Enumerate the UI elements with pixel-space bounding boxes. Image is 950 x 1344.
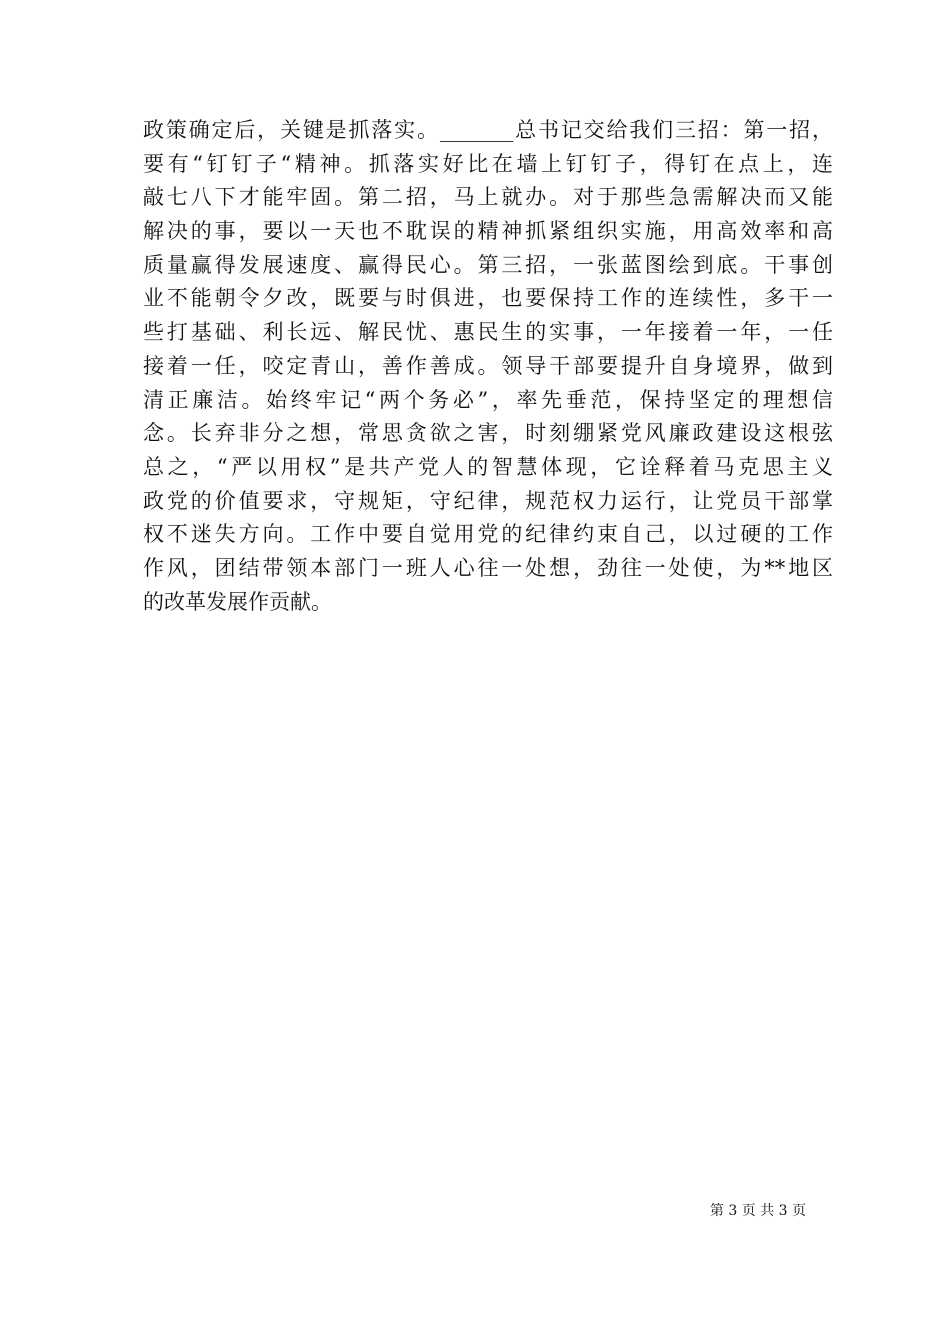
text-line: 解决的事，要以一天也不耽误的精神抓紧组织实施，用高效率和高 (143, 219, 833, 244)
text-line: 要有“钉钉子“精神。抓落实好比在墙上钉钉子，得钉在点上，连 (143, 151, 833, 176)
text-line: 政策确定后，关键是抓落实。_______总书记交给我们三招：第一招， (143, 118, 833, 142)
text-line: 业不能朝令夕改，既要与时俱进，也要保持工作的连续性，多干一 (143, 286, 833, 311)
text-line: 的改革发展作贡献。 (143, 589, 332, 614)
text-line: 权不迷失方向。工作中要自觉用党的纪律约束自己，以过硬的工作 (143, 522, 833, 547)
text-line: 作风，团结带领本部门一班人心往一处想，劲往一处使，为**地区 (143, 555, 833, 580)
text-line: 政党的价值要求，守规矩，守纪律，规范权力运行，让党员干部掌 (143, 488, 833, 513)
text-line: 些打基础、利长远、解民忧、惠民生的实事，一年接着一年，一任 (143, 320, 833, 345)
text-line: 敲七八下才能牢固。第二招，马上就办。对于那些急需解决而又能 (143, 185, 833, 210)
text-line: 念。长弃非分之想，常思贪欲之害，时刻绷紧党风廉政建设这根弦 (143, 421, 833, 446)
page-number-footer: 第 3 页 共 3 页 (709, 1203, 806, 1219)
text-line: 清正廉洁。始终牢记“两个务必”，率先垂范，保持坚定的理想信 (143, 387, 833, 412)
body-paragraph (143, 114, 833, 619)
text-line: 接着一任，咬定青山，善作善成。领导干部要提升自身境界，做到 (143, 353, 833, 378)
text-line: 质量赢得发展速度、赢得民心。第三招，一张蓝图绘到底。干事创 (143, 252, 833, 277)
text-line: 总之，“严以用权”是共产党人的智慧体现，它诠释着马克思主义 (143, 454, 833, 479)
